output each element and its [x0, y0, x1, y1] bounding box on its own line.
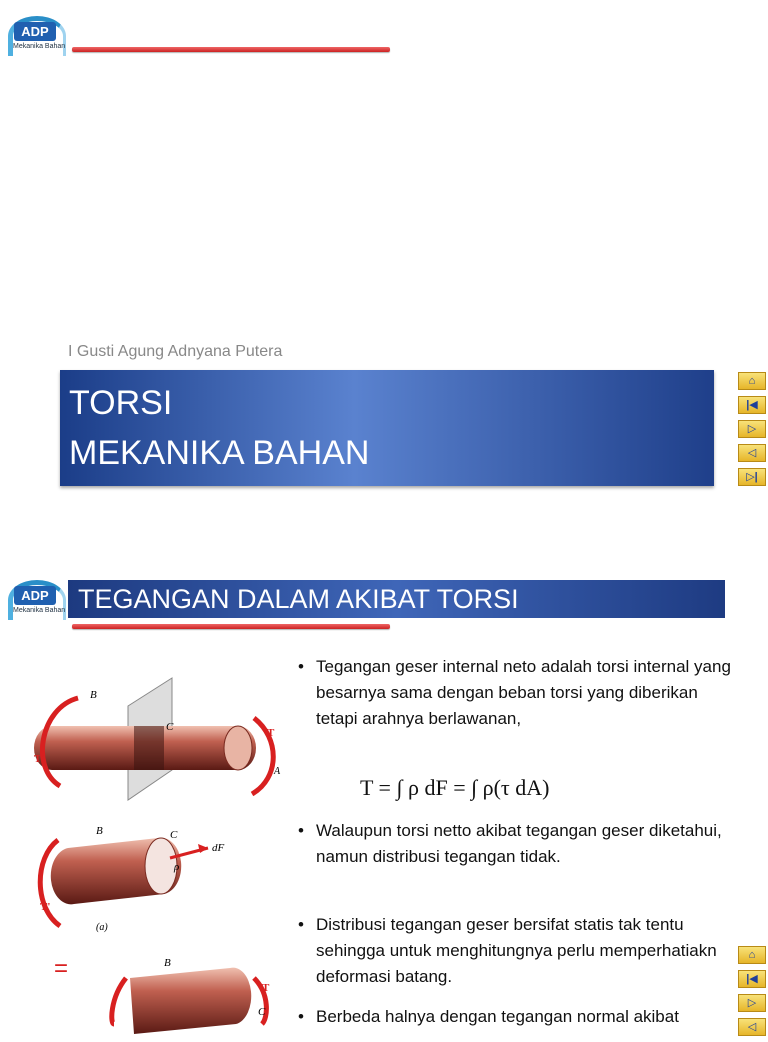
adp-logo [4, 572, 68, 624]
torque-arrow-left [112, 978, 126, 1024]
first-page-button[interactable]: |◀ [738, 970, 766, 988]
label-b: B [90, 689, 97, 701]
shaft-cut-face [145, 838, 180, 894]
title-line-1: TORSI [69, 384, 173, 422]
shaft-section [134, 726, 164, 770]
section-heading: TEGANGAN DALAM AKIBAT TORSI [78, 584, 519, 614]
label-b: B [96, 825, 103, 837]
home-button[interactable]: ⌂ [738, 946, 766, 964]
home-button[interactable]: ⌂ [738, 372, 766, 390]
logo-badge: ADP [14, 586, 56, 605]
previous-page-button[interactable]: ◁ [738, 1018, 766, 1036]
first-page-button[interactable]: |◀ [738, 396, 766, 414]
bullet-2: • Walaupun torsi netto akibat tegangan geser diketahui, namun distribusi tegangan tidak. [296, 818, 736, 870]
label-b: B [164, 957, 171, 969]
next-page-button[interactable]: ▷ [738, 994, 766, 1012]
header-divider [72, 47, 390, 52]
shaft-figure-1 [34, 678, 281, 800]
equals-sign: = [54, 955, 69, 982]
content-slide [0, 560, 768, 1033]
bullet-3: • Distribusi tegangan geser bersifat statis tak tentu sehingga untuk menghitungnya perlu memperhatiakn deformasi batang. [296, 912, 736, 990]
label-t: T [267, 727, 275, 739]
label-df: dF [212, 842, 225, 854]
adp-logo [4, 8, 68, 60]
label-c: C [258, 1006, 266, 1018]
label-t-prime: T' [40, 901, 51, 913]
slide-nav [738, 946, 766, 1042]
torque-formula: T = ∫ ρ dF = ∫ ρ(τ dA) [360, 775, 550, 800]
shaft-figure-3 [54, 955, 270, 1034]
shaft-body [130, 968, 251, 1034]
logo-subtitle: Mekanika Bahan [13, 43, 66, 50]
next-page-button[interactable]: ▷ [738, 420, 766, 438]
label-c: C [166, 721, 174, 733]
title-banner [60, 370, 714, 486]
bullet-1: • Tegangan geser internal neto adalah torsi internal yang besarnya sama dengan beban torsi yang diberikan tetapi arahnya berlawanan, [296, 654, 736, 732]
logo-subtitle: Mekanika Bahan [13, 607, 66, 614]
header-divider [72, 624, 390, 629]
last-page-button[interactable]: ▷| [738, 468, 766, 486]
previous-page-button[interactable]: ◁ [738, 444, 766, 462]
label-t-prime: T' [34, 753, 45, 765]
shaft-end-face [224, 726, 252, 770]
label-a: A [274, 766, 281, 777]
label-t: T [262, 982, 270, 994]
title-slide [0, 0, 768, 510]
label-c: C [170, 829, 178, 841]
section-heading-bar [68, 580, 725, 618]
title-line-2: MEKANIKA BAHAN [69, 434, 370, 472]
torsion-figures [30, 678, 288, 1024]
author-name: I Gusti Agung Adnyana Putera [68, 343, 283, 360]
bullet-4: • Berbeda halnya dengan tegangan normal akibat [296, 1004, 736, 1030]
logo-badge: ADP [14, 22, 56, 41]
label-rho: ρ [174, 861, 180, 873]
slide-nav [738, 372, 766, 492]
shaft-figure-2 [40, 825, 225, 933]
figure-caption: (a) [96, 922, 108, 933]
